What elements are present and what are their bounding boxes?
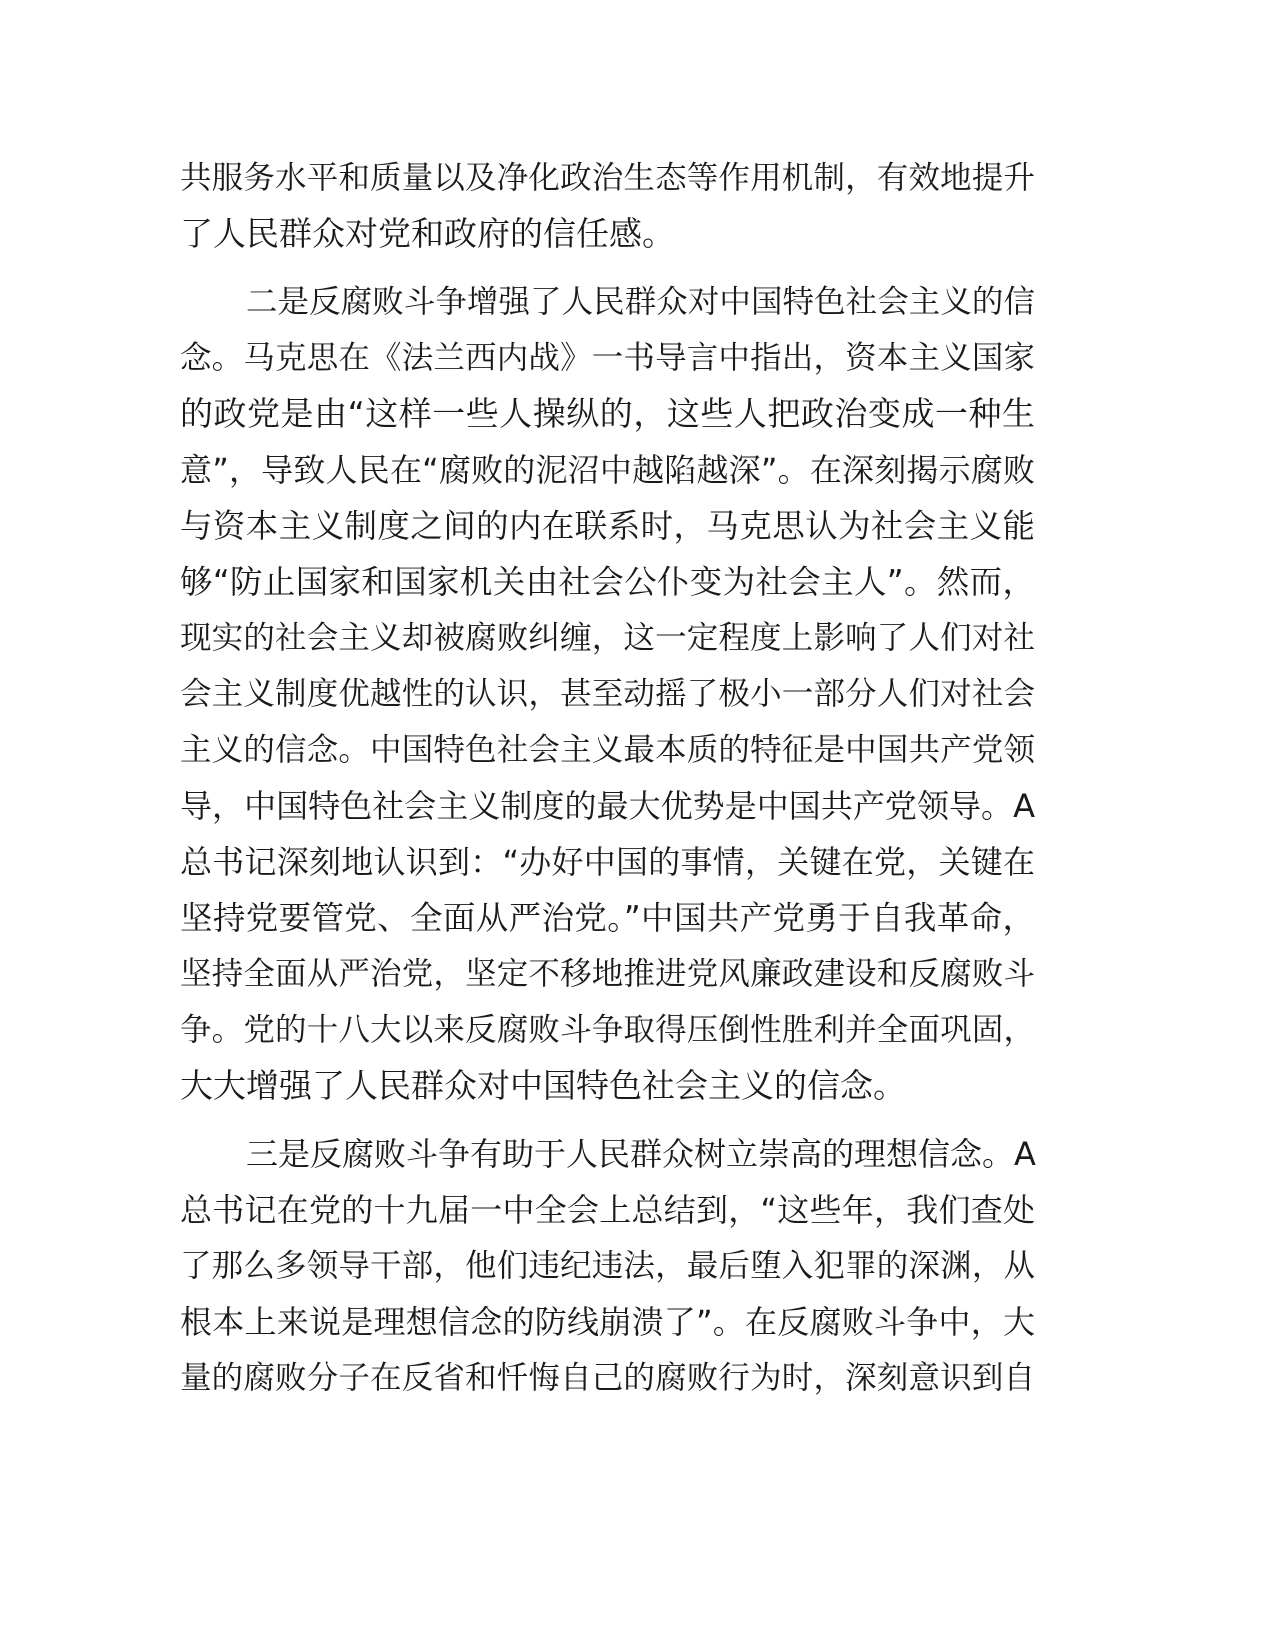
paragraph-1 (180, 150, 1035, 262)
text-line: 导，中国特色社会主义制度的最大优势是中国共产党领导。A (180, 787, 1035, 825)
paragraph-2 (180, 274, 1035, 1114)
text-line: 根本上来说是理想信念的防线崩溃了”。在反腐败斗争中，大 (180, 1303, 1035, 1341)
paragraph-3 (180, 1126, 1035, 1406)
text-line: 坚持全面从严治党，坚定不移地推进党风廉政建设和反腐败斗 (180, 956, 1035, 992)
text-line: 够“防止国家和国家机关由社会公仆变为社会主人”。然而， (180, 563, 1035, 601)
text-line: 共服务水平和质量以及净化政治生态等作用机制，有效地提升 (180, 160, 1035, 196)
text-line: 二是反腐败斗争增强了人民群众对中国特色社会主义的信 (246, 284, 1035, 320)
text-line: 意”，导致人民在“腐败的泥沼中越陷越深”。在深刻揭示腐败 (180, 451, 1035, 489)
text-line: 的政党是由“这样一些人操纵的，这些人把政治变成一种生 (180, 394, 1035, 433)
text-line: 与资本主义制度之间的内在联系时，马克思认为社会主义能 (180, 507, 1035, 545)
text-line: 量的腐败分子在反省和忏悔自己的腐败行为时，深刻意识到自 (180, 1360, 1035, 1396)
text-line: 大大增强了人民群众对中国特色社会主义的信念。 (180, 1066, 906, 1105)
text-line: 总书记深刻地认识到：“办好中国的事情，关键在党，关键在 (180, 843, 1035, 881)
text-line: 总书记在党的十九届一中全会上总结到，“这些年，我们查处 (180, 1191, 1035, 1229)
text-line: 主义的信念。中国特色社会主义最本质的特征是中国共产党领 (180, 732, 1035, 768)
text-line: 念。马克思在《法兰西内战》一书导言中指出，资本主义国家 (180, 340, 1035, 376)
text-line: 坚持党要管党、全面从严治党。”中国共产党勇于自我革命， (180, 899, 1035, 937)
text-line: 会主义制度优越性的认识，甚至动摇了极小一部分人们对社会 (180, 676, 1035, 712)
text-line: 现实的社会主义却被腐败纠缠，这一定程度上影响了人们对社 (180, 620, 1035, 656)
text-line: 三是反腐败斗争有助于人民群众树立崇高的理想信念。A (246, 1135, 1036, 1173)
document-page (180, 150, 1035, 1418)
text-line: 了人民群众对党和政府的信任感。 (180, 214, 675, 253)
text-line: 了那么多领导干部，他们违纪违法，最后堕入犯罪的深渊，从 (180, 1248, 1035, 1284)
text-line: 争。党的十八大以来反腐败斗争取得压倒性胜利并全面巩固， (180, 1012, 1035, 1048)
